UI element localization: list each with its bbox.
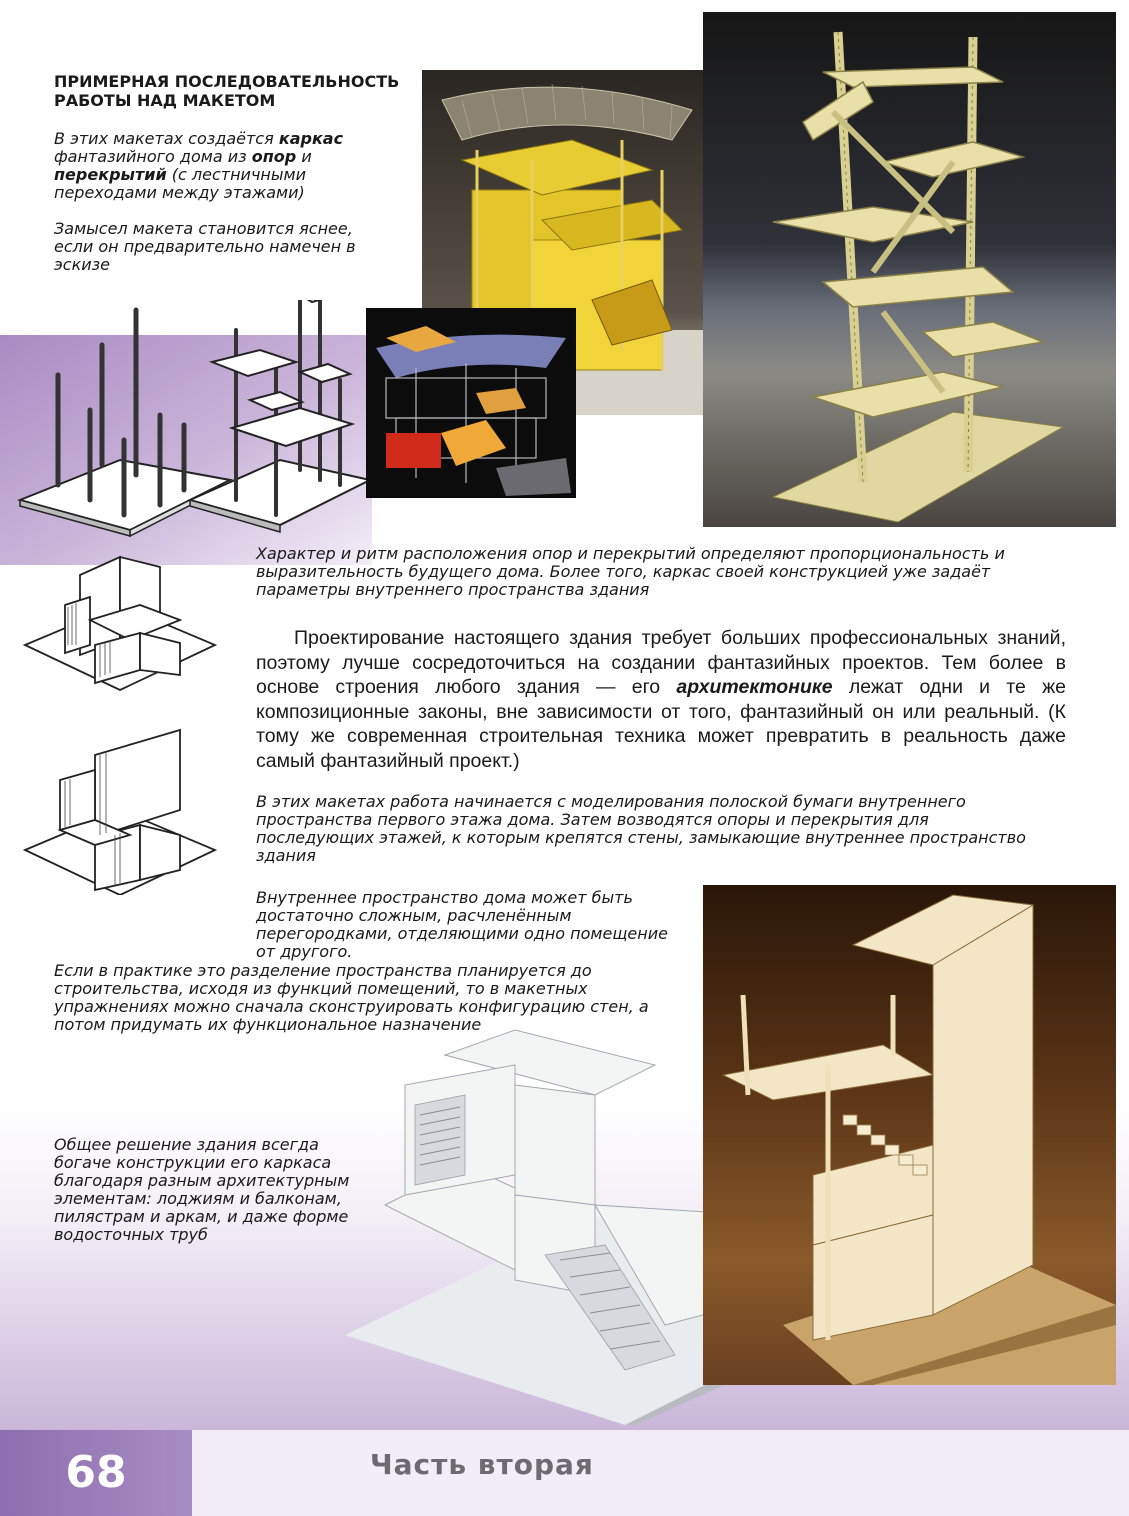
photo-tower-model [703,12,1116,527]
sketch-paper-strip-models [20,545,220,895]
sketch-poles [0,300,372,550]
caption-interior-2: Если в практике это разделение пространства планируется до строительства, исходя из функций помещений, то в макетных упражнениях можно сначала сконструировать конфигурацию стен, а потом придумать их функциональное назначение [54,961,649,1034]
page-heading: ПРИМЕРНАЯ ПОСЛЕДОВАТЕЛЬНОСТЬ РАБОТЫ НАД МАКЕТОМ [54,72,400,110]
tower-model-image [703,12,1116,527]
footer-bar [192,1430,1129,1516]
dark-model-image [366,308,576,498]
term-floors: перекрытий [54,165,167,184]
photo-dark-model [366,308,576,498]
section-title: Часть вторая [370,1448,594,1481]
term-frame: каркас [278,129,344,148]
caption-general: Общее решение здания всегда богаче конструкции его каркаса благодаря разным архитектурным элементам: лоджиям и балконам, пилястрам и аркам, и даже форме водосточных труб [54,1135,350,1244]
intro-part-3: и [301,147,312,166]
intro-part-2: фантазийного дома из [54,147,247,166]
warm-model-image [703,885,1116,1385]
photo-warm-model [703,885,1116,1385]
intro-part-4: (с лестничными переходами между этажами) [54,165,306,202]
main-paragraph-start: Проектирование настоящего здания требует больших профессиональных знаний, поэтому лучше сосредоточиться на создании фантазийных проектов. Тем более в основе строения любого здания — его [256,627,1066,698]
term-supports: опор [251,147,297,166]
caption-interior-1: Внутреннее пространство дома может быть достаточно сложным, расчленённым перегородками, отделяющими одно помещение от другого. [256,888,668,961]
intro-text [54,130,399,202]
main-paragraph-end: лежат одни и те же композиционные законы, вне зависимости от того, фантазийный он или реальный. (К тому же современная строительная техника может превратить в реальность даже самый фантазийный проект.) [256,676,1066,772]
page-number: 68 [65,1447,127,1498]
term-architectonics: архитектонике [676,676,833,698]
main-paragraph [256,626,1066,773]
sketch-note: Замысел макета становится яснее, если он предварительно намечен в эскизе [54,219,356,274]
caption-paper-strip: В этих макетах работа начинается с моделирования полоской бумаги внутреннего пространства первого этажа дома. Затем возводятся опоры и перекрытия для последующих этажей, к которым крепятся стены, замыкающие внутреннее пространство здания [256,792,1026,865]
intro-part-1: В этих макетах создаётся [54,129,274,148]
caption-frame: Характер и ритм расположения опор и перекрытий определяют пропорциональность и выразительность будущего дома. Более того, каркас своей конструкцией уже задаёт параметры внутреннего пространства здания [256,544,1005,599]
